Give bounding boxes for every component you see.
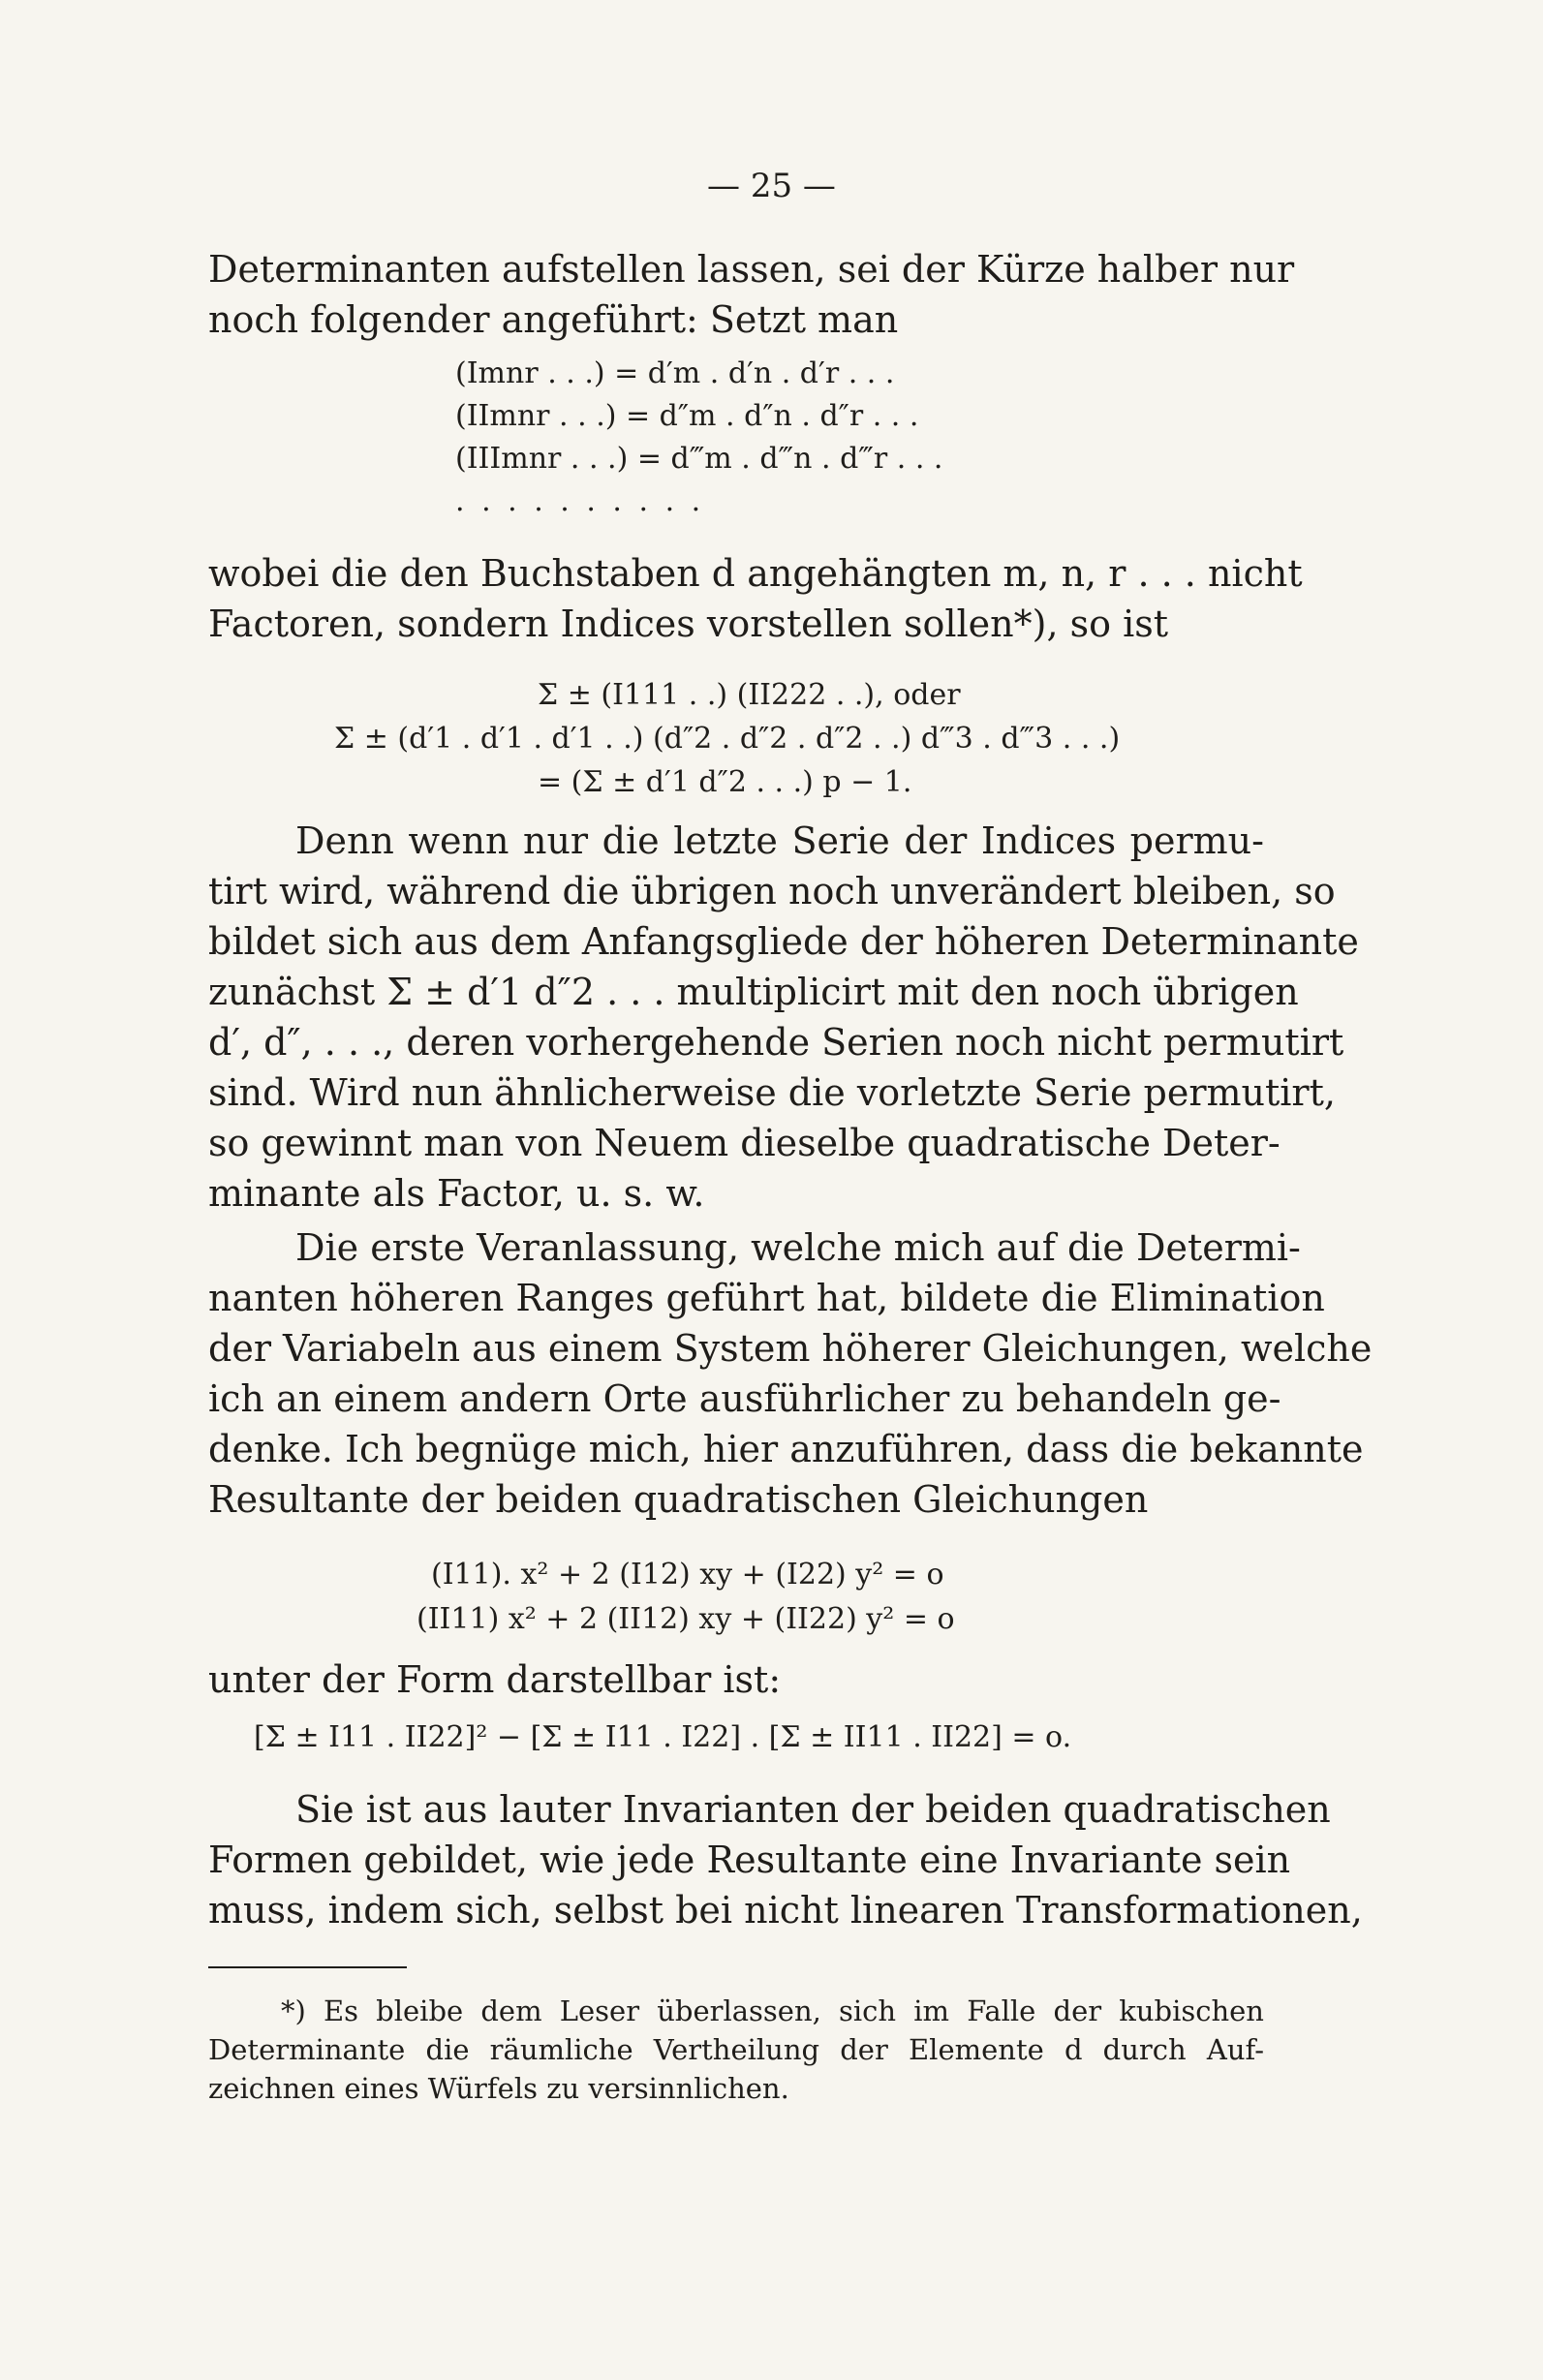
footnote-line: *) Es bleibe dem Leser überlassen, sich im Falle der kubischen: [281, 1994, 1264, 2027]
text-line: Determinanten aufstellen lassen, sei der Kürze halber nur: [208, 248, 1295, 291]
definition-line: (Imnr . . .) = d′m . d′n . d′r . . .: [455, 356, 895, 390]
equation-line: (II11) x² + 2 (II12) xy + (II22) y² = o: [417, 1602, 955, 1636]
formula-line: = (Σ ± d′1 d″2 . . .) p − 1.: [538, 765, 912, 799]
equation-line: (I11). x² + 2 (I12) xy + (I22) y² = o: [431, 1558, 944, 1592]
definition-ellipsis: . . . . . . . . . .: [455, 484, 705, 518]
formula-line: Σ ± (d′1 . d′1 . d′1 . .) (d″2 . d″2 . d″2 . .) d‴3 . d‴3 . . .): [334, 722, 1121, 756]
paragraph-elimination: [208, 1222, 1373, 1525]
definition-line: (IImnr . . .) = d″m . d″n . d″r . . .: [455, 399, 919, 433]
footnote: [208, 1992, 1264, 2108]
footnote-rule: [208, 1966, 407, 1968]
text-line: wobei die den Buchstaben d angehängten m, n, r . . . nicht: [208, 552, 1303, 595]
text-line: noch folgender angeführt: Setzt man: [208, 298, 899, 341]
text-line: zunächst Σ ± d′1 d″2 . . . multiplicirt mit den noch übrigen: [208, 971, 1299, 1013]
text-line: Resultante der beiden quadratischen Gleichungen: [208, 1478, 1149, 1521]
text-line: minante als Factor, u. s. w.: [208, 1172, 705, 1215]
text-line: Die erste Veranlassung, welche mich auf die Determi-: [295, 1226, 1301, 1269]
text-line: d′, d″, . . ., deren vorhergehende Serien noch nicht permutirt: [208, 1021, 1344, 1064]
paragraph-explanation: [208, 816, 1359, 1219]
footnote-line: zeichnen eines Würfels zu versinnlichen.: [208, 2072, 789, 2105]
text-line: denke. Ich begnüge mich, hier anzuführen, dass die bekannte: [208, 1428, 1364, 1470]
text-line: muss, indem sich, selbst bei nicht linearen Transformationen,: [208, 1889, 1363, 1932]
text-line: Sie ist aus lauter Invarianten der beiden quadratischen: [295, 1788, 1331, 1831]
text-line: nanten höheren Ranges geführt hat, bildete die Elimination: [208, 1277, 1325, 1319]
text-line: Factoren, sondern Indices vorstellen sollen*), so ist: [208, 603, 1168, 645]
text-line: bildet sich aus dem Anfangsgliede der höheren Determinante: [208, 920, 1359, 963]
paragraph-indices: [208, 548, 1303, 649]
text-line: sind. Wird nun ähnlicherweise die vorletzte Serie permutirt,: [208, 1071, 1336, 1114]
text-line: Denn wenn nur die letzte Serie der Indices permu-: [295, 819, 1264, 862]
text-line: ich an einem andern Orte ausführlicher zu behandeln ge-: [208, 1377, 1281, 1420]
footnote-line: Determinante die räumliche Vertheilung der Elemente d durch Auf-: [208, 2033, 1264, 2066]
text-line: der Variabeln aus einem System höherer Gleichungen, welche: [208, 1327, 1373, 1370]
resultant-formula: [Σ ± I11 . II22]² − [Σ ± I11 . I22] . [Σ ± II11 . II22] = o.: [254, 1720, 1072, 1754]
formula-line: Σ ± (I111 . .) (II222 . .), oder: [538, 678, 961, 712]
paragraph-invariants: [208, 1784, 1363, 1935]
text-line: so gewinnt man von Neuem dieselbe quadratische Deter-: [208, 1122, 1281, 1164]
definition-line: (IIImnr . . .) = d‴m . d‴n . d‴r . . .: [455, 442, 943, 476]
text-line: Formen gebildet, wie jede Resultante eine Invariante sein: [208, 1839, 1291, 1881]
paragraph-intro: [208, 244, 1295, 345]
paragraph-form: [208, 1654, 1264, 1705]
page-number: — 25 —: [707, 167, 836, 205]
text-line: tirt wird, während die übrigen noch unverändert bleiben, so: [208, 870, 1336, 912]
text-line: unter der Form darstellbar ist:: [208, 1658, 782, 1701]
